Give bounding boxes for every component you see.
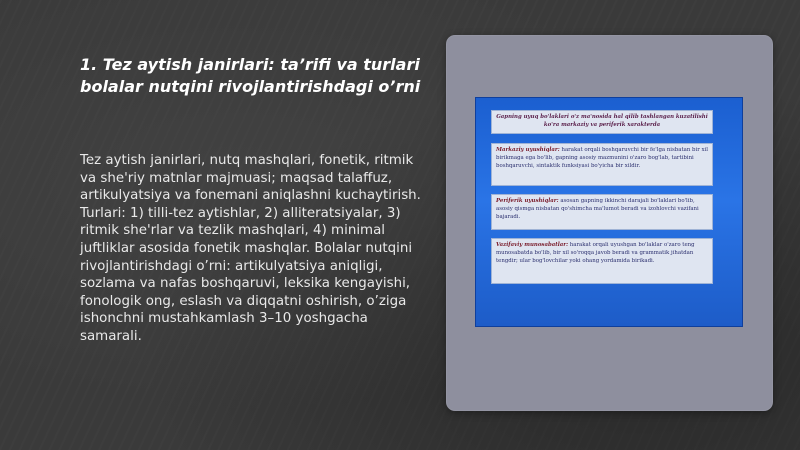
diagram-box-functional-title: Vazifaviy munosabatlar: — [496, 242, 569, 248]
diagram-box-functional — [491, 238, 713, 284]
diagram-box-central — [491, 143, 713, 186]
slide-title — [80, 54, 430, 98]
diagram-box-peripheral-text: asosan gapning ikkinchi darajali bo'laklari bo'lib, asosiy qismga nisbatan qo'shimcha ma'lumot beradi va izohlovchi vazifani bajaradi. — [496, 198, 699, 220]
slide-body-text: Tez aytish janirlari, nutq mashqlari, fonetik, ritmik va she'riy matnlar majmuasi; maqsad talaffuz, artikulyatsiya va fonemani aniqlashni kuchaytirish. Turlari: 1) tilli-tez aytishlar, 2) alliteratsiyalar, 3) ritmik she'rlar va tezlik mashqlari, 4) minimal juftliklar asosida fonetik mashqlar. Bolalar nutqini rivojlantirishdagi o’rni: artikulyatsiya aniqligi, sozlama va nafas boshqaruvi, leksika kengayishi, fonologik ong, eslash va diqqatni oshirish, o’ziga ishonchni mustahkamlash 3–10 yoshgacha samarali. — [80, 153, 421, 344]
diagram-box-central-title: Markaziy uyushiqlar: — [496, 147, 560, 153]
image-card — [446, 35, 773, 411]
diagram-box-header: Gapning uyuq bo'laklari o'z ma'nosida hal qilib tashlangan kuzatilishi ko'ra markaziy va periferik xarakterda — [491, 110, 713, 134]
diagram-image — [476, 98, 742, 326]
diagram-box-functional-text: harakat orqali uyushgan bo'laklar o'zaro teng munosabatda bo'lib, bir xil so'roqqa javob beradi va grammatik jihatdan tengdir; ular bog'lovchilar yoki ohang yordamida birikadi. — [496, 242, 695, 264]
slide-title-line-1: 1. Tez aytish janirlari: ta’rifi va turlari — [80, 55, 420, 74]
diagram-box-peripheral-title: Periferik uyushiqlar: — [496, 198, 559, 204]
diagram-box-peripheral — [491, 194, 713, 230]
diagram-box-central-text: harakat orqali boshqaruvchi bir fe'lga nisbatan bir xil birikmaga ega bo'lib, gapning asosiy mazmunini o'zaro bog'lab, tartibini boshqaruvchi, sintaktik funksiyasi bo'yicha bir xildir. — [496, 147, 708, 169]
slide-title-line-2: bolalar nutqini rivojlantirishdagi o’rni — [80, 77, 421, 96]
